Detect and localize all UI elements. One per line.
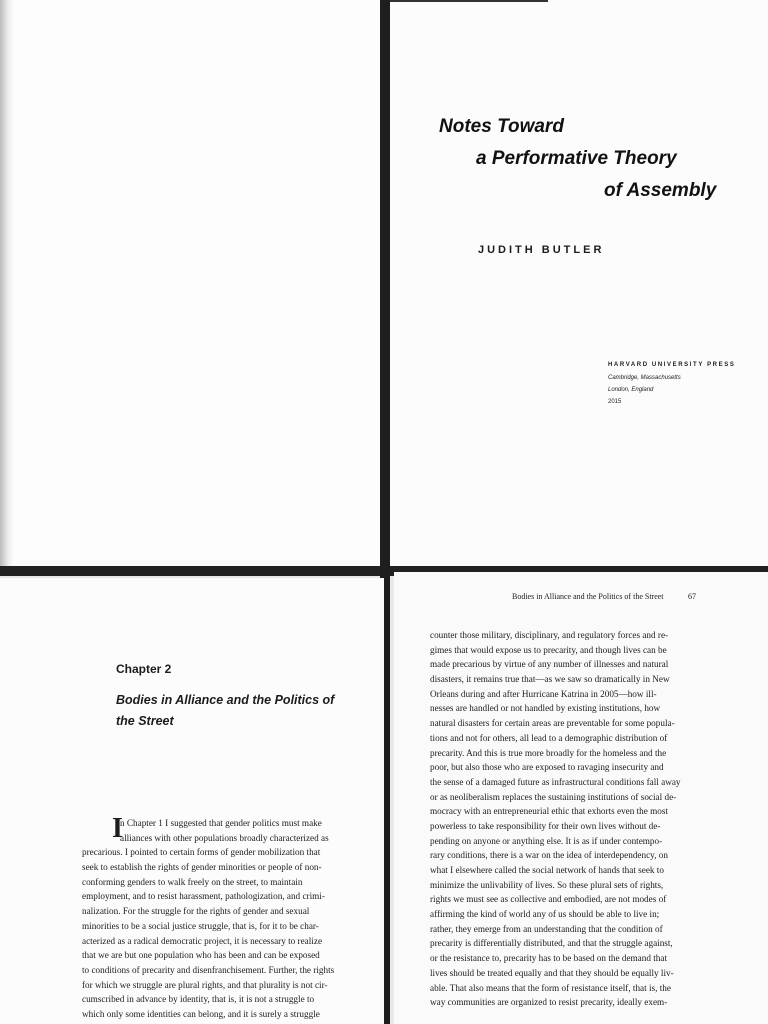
chapter-title: Bodies in Alliance and the Politics of the Street bbox=[116, 693, 335, 728]
text-line: able. That also means that the form of resistance itself, that is, the bbox=[430, 982, 671, 993]
text-line: precarious. I pointed to certain forms of gender mobilization that bbox=[82, 847, 321, 858]
text-line: rights we must see as collective and embodied, are not modes of bbox=[430, 894, 667, 905]
text-line: affirming the kind of world any of us should be able to live in; bbox=[430, 909, 660, 920]
text-line: poor, but also those who are exposed to ravaging insecurity and bbox=[430, 762, 664, 773]
text-line: alliances with other populations broadly characterized as bbox=[120, 832, 329, 843]
publisher-name: HARVARD UNIVERSITY PRESS bbox=[608, 362, 736, 368]
publisher-city-1: Cambridge, Massachusetts bbox=[608, 375, 681, 381]
page-edge-shadow bbox=[0, 0, 14, 568]
text-line: that we are but one population who has been and can be exposed bbox=[82, 950, 320, 961]
title-page bbox=[384, 0, 768, 568]
book-title-line-1: Notes Toward bbox=[439, 116, 564, 137]
text-line: minorities to be a social justice struggle, that is, for it to be char- bbox=[82, 920, 319, 931]
text-line: minimize the unlivability of lives. So these plural sets of rights, bbox=[430, 879, 664, 890]
drop-cap: I bbox=[112, 813, 123, 844]
text-line: or the resistance to, precarity has to be based on the demand that bbox=[430, 953, 668, 964]
text-line: powerless to take responsibility for their own lives without de- bbox=[430, 820, 661, 831]
book-title-line-3: of Assembly bbox=[604, 180, 717, 201]
text-line: natural disasters for certain areas are preventable for some popula- bbox=[430, 718, 675, 729]
scan-edge-mark bbox=[384, 0, 548, 2]
text-line: conforming genders to walk freely on the street, to maintain bbox=[82, 876, 303, 887]
text-line: which only some identities can belong, and it is surely a struggle bbox=[82, 1008, 320, 1019]
text-line: for which we struggle are plural rights, and that plurality is not cir- bbox=[82, 979, 328, 990]
text-line: nalization. For the struggle for the rights of gender and sexual bbox=[82, 906, 310, 917]
blank-page bbox=[0, 0, 384, 568]
text-line: made precarious by virtue of any number of illnesses and natural bbox=[430, 659, 669, 670]
text-line: nesses are handled or not handled by existing institutions, how bbox=[430, 703, 661, 714]
text-line: Orleans during and after Hurricane Katrina in 2005—how ill- bbox=[430, 688, 657, 699]
text-line: pending on anyone or anything else. It is as if under contempo- bbox=[430, 835, 663, 846]
chapter-body-text bbox=[82, 813, 335, 1022]
text-line: tions and not for others, all lead to a demographic distribution of bbox=[430, 732, 668, 743]
text-line: precarity is differentially distributed, and that the struggle against, bbox=[430, 938, 673, 949]
text-line: mocracy with an entrepreneurial ethic that exhorts even the most bbox=[430, 806, 669, 817]
text-line: disasters, it remains true that—as we saw so dramatically in New bbox=[430, 674, 670, 685]
text-line: precarity. And this is true more broadly for the homeless and the bbox=[430, 747, 667, 758]
publication-year: 2015 bbox=[608, 399, 622, 405]
chapter-label: Chapter 2 bbox=[116, 662, 172, 676]
text-line: rather, they emerge from an understanding that the condition of bbox=[430, 923, 663, 934]
text-line: what I elsewhere called the social network of hands that seek to bbox=[430, 865, 664, 875]
text-line: seek to establish the rights of gender minorities or people of non- bbox=[82, 862, 322, 873]
book-title-line-2: a Performative Theory bbox=[476, 148, 677, 169]
author-name: JUDITH BUTLER bbox=[478, 244, 605, 256]
text-line: n Chapter 1 I suggested that gender politics must make bbox=[120, 818, 322, 828]
chapter-opening-page bbox=[0, 578, 384, 1024]
text-page bbox=[394, 572, 768, 1024]
text-line: to conditions of precarity and disenfranchisement. Further, the rights bbox=[82, 964, 335, 975]
text-line: counter those military, disciplinary, and regulatory forces and re- bbox=[430, 630, 669, 640]
text-line: acterized as a radical democratic project, it is necessary to realize bbox=[82, 935, 323, 946]
text-line: the sense of a damaged future as infrastructural conditions fall away bbox=[430, 776, 681, 787]
page-body-text bbox=[430, 628, 681, 1010]
publisher-city-2: London, England bbox=[608, 387, 654, 393]
text-line: cumscribed in advance by identity, that is, it is not a struggle to bbox=[82, 994, 315, 1005]
page-number: 67 bbox=[688, 592, 696, 601]
text-line: or as neoliberalism replaces the sustaining institutions of social de- bbox=[430, 791, 677, 802]
text-line: lives should be treated equally and that they should be equally liv- bbox=[430, 967, 674, 978]
text-line: gimes that would expose us to precarity, and though lives can be bbox=[430, 644, 667, 655]
text-line: employment, and to resist harassment, pathologization, and crimi- bbox=[82, 891, 325, 902]
text-line: rary conditions, there is a war on the idea of interdependency, on bbox=[430, 850, 668, 861]
running-head: Bodies in Alliance and the Politics of the Street bbox=[512, 592, 664, 601]
text-line: way communities are organized to resist precarity, ideally exem- bbox=[430, 997, 668, 1008]
